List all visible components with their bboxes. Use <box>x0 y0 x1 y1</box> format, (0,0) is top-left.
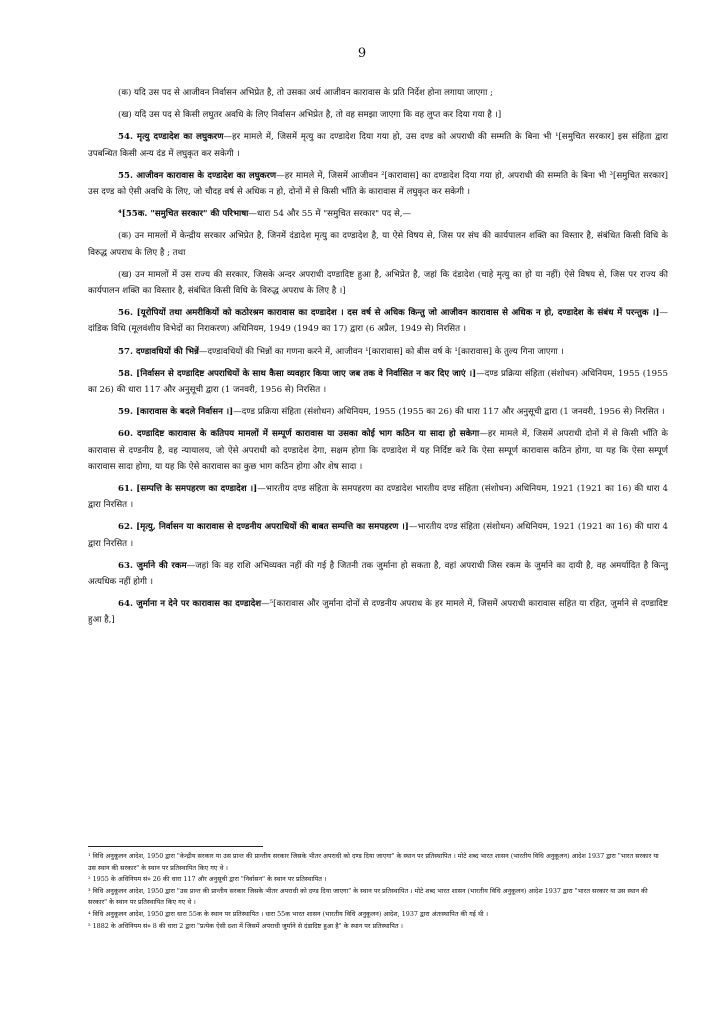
paragraph-text: —दांडिक विधि (मूलवंशीय विभेदों का निराकरण) अधिनियम, 1949 (1949 का 17) द्वारा (6 अप्रैल, 1949 से) निरसित । <box>88 308 668 335</box>
section-55a <box>88 206 668 222</box>
section-heading: 60. दण्डादिष्ट कारावास के कतिपय मामलों में सम्पूर्ण कारावास या उसका कोई भाग कठिन या सादा हो सकेगा <box>118 429 480 440</box>
footnote-5: ⁵ 1882 के अधिनियम सं० 8 की धारा 2 द्वारा "प्रत्येक ऐसी दशा में जिसमें अपराधी जुर्माने से दंडादिष्ट हुआ है" के स्थान पर प्रतिस्थापित । <box>88 921 403 930</box>
section-56 <box>88 305 668 337</box>
section-heading: 57. दण्डावधियों की भिन्नें <box>118 346 199 357</box>
clause-kha <box>88 107 668 123</box>
section-63 <box>88 558 668 590</box>
paragraph-text: —जहां कि वह राशि अभिव्यक्त नहीं की गई है जितनी तक जुर्माना हो सकता है, वहां अपराधी जिस रकम के जुर्माने का दायी है, वह अमर्यादित है किन्तु अत्यधिक नहीं होगी । <box>88 560 668 588</box>
section-57 <box>88 344 668 360</box>
section-heading: 62. [मृत्यु, निर्वासन या कारावास से दण्डनीय अपराधियों की बाबत सम्पत्ति का समपहरण ।] <box>118 522 409 533</box>
page-number: 9 <box>357 46 367 61</box>
section-64 <box>88 596 668 628</box>
document-body <box>88 85 668 635</box>
footnote-2: ² 1955 के अधिनियम सं० 26 की धारा 117 और अनुसूची द्वारा "निर्वासन" के स्थान पर प्रतिस्थापित । <box>88 875 327 884</box>
section-heading: 63. जुर्माने की रकम <box>118 560 187 571</box>
paragraph-text: —हर मामले में, जिसमें आजीवन ²[कारावास] का दण्डादेश दिया गया हो, अपराधी की सम्मति के बिना भी ³[समुचित सरकार] उस दण्ड को ऐसी अवधि के लिए, जो चौदह वर्ष से अधिक न हो, दोनों में से किसी भाँति के कारावास में लघुकृत कर सकेगी । <box>88 170 668 198</box>
section-59 <box>88 404 668 420</box>
section-54 <box>88 129 668 161</box>
section-60 <box>88 426 668 475</box>
clause-55a-kha <box>88 267 668 299</box>
paragraph-text: (ख) उन मामलों में उस राज्य की सरकार, जिसके अन्दर अपराधी दण्डादिष्ट हुआ है, अभिप्रेत है, जहां कि दंडादेश (चाहे मृत्यु का हो या नहीं) ऐसे विषय से, जिस पर राज्य की कार्यपालन शक्ति का विस्तार है, संबंधित किसी विधि के विरुद्ध अपराध के लिए है ।] <box>88 269 668 297</box>
paragraph-text: —भारतीय दण्ड संहिता (संशोधन) अधिनियम, 1921 (1921 का 16) की धारा 4 द्वारा निरसित । <box>88 522 668 549</box>
footnote-1: ¹ विधि अनुकूलन आदेश, 1950 द्वारा "केन्द्रीय सरकार या उस प्रान्त की प्रान्तीय सरकार जिसके भीतर अपराधी को दण्ड दिया जाएगा" के स्थान पर प्रतिस्थापित । मोटे शब्द भारत शासन (भारतीय विधि अनुकूलन) आदेश 1937 द्वारा "भारत सरकार या उस स्थान की सरकार" के स्थान पर प्रतिस्थापित किए गए थे । <box>88 852 659 872</box>
section-heading: 54. मृत्यु दण्डादेश का लघुकरण <box>118 132 224 143</box>
clause-ka <box>88 85 668 101</box>
paragraph-text: —हर मामले में, जिसमें मृत्यु का दण्डादेश दिया गया हो, उस दण्ड को अपराधी की सम्मति के बिना भी ¹[समुचित सरकार] इस संहिता द्वारा उपबन्धित किसी अन्य दंड में लघुकृत कर सकेगी । <box>88 132 668 159</box>
paragraph-text: —दण्ड प्रक्रिया संहिता (संशोधन) अधिनियम, 1955 (1955 का 26) की धारा 117 और अनुसूची द्वारा (1 जनवरी, 1956 से) निरसित । <box>233 407 665 418</box>
section-heading: 56. [यूरोपियों तथा अमरीकियों को कठोरश्रम कारावास का दण्डादेश । दस वर्ष से अधिक किन्तु जो आजीवन कारावास से अधिक न हो, दण्डादेश के संबंध में परन्तुक ।] <box>118 308 660 319</box>
paragraph-text: —दण्ड प्रक्रिया संहिता (संशोधन) अधिनियम, 1955 (1955 का 26) की धारा 117 और अनुसूची द्वारा (1 जनवरी, 1956 से) निरसित । <box>88 368 668 396</box>
clause-55a-ka <box>88 228 668 260</box>
paragraph-text: —धारा 54 और 55 में "समुचित सरकार" पद से,— <box>248 209 412 220</box>
section-62 <box>88 519 668 551</box>
section-heading: 64. जुर्माना न देने पर कारावास का दण्डादेश <box>118 599 262 610</box>
footnote-3: ³ विधि अनुकूलन आदेश, 1950 द्वारा "उस प्रान्त की प्रान्तीय सरकार जिसके भीतर अपराधी को दण्ड दिया जाएगा" के स्थान पर प्रतिस्थापित । मोटे शब्द भारत शासन (भारतीय विधि अनुकूलन) आदेश 1937 द्वारा "भारत सरकार या उस स्थान की सरकार" के स्थान पर प्रतिस्थापित किए गए थे । <box>88 886 648 907</box>
section-heading: 55. आजीवन कारावास के दण्डादेश का लघुकरण <box>118 170 277 181</box>
section-58 <box>88 366 668 398</box>
section-55 <box>88 168 668 200</box>
paragraph-text: —⁵[कारावास और जुर्माना दोनों से दण्डनीय अपराध के हर मामले में, जिसमें अपराधी कारावास सहित या रहित, जुर्माने से दण्डादिष्ट हुआ है,] <box>88 599 668 626</box>
section-heading: 61. [सम्पत्ति के समपहरण का दण्डादेश ।] <box>118 484 258 495</box>
paragraph-text: —दण्डावधियों की भिन्नों का गणना करने में, आजीवन ¹[कारावास] को बीस वर्ष के ¹[कारावास] के तुल्य गिना जाएगा । <box>198 346 564 357</box>
section-heading: ⁴[55क. "समुचित सरकार" की परिभाषा <box>118 209 249 220</box>
footnote-divider <box>88 846 263 847</box>
paragraph-text: (क) उन मामलों में केन्द्रीय सरकार अभिप्रेत है, जिनमें दंडादेश मृत्यु का दण्डादेश है, या ऐसे विषय से, जिस पर संघ की कार्यपालन शक्ति का विस्तार है, संबंधित किसी विधि के विरुद्ध अपराध के लिए है ; तथा <box>88 231 668 258</box>
paragraph-text: —हर मामले में, जिसमें अपराधी दोनों में से किसी भाँति के कारावास से दण्डनीय है, वह न्यायालय, जो ऐसे अपराधी को दण्डादेश देगा, सक्षम होगा कि दण्डादेश में यह निर्दिष्ट करे कि ऐसा सम्पूर्ण कारावास कठिन होगा, या यह कि ऐसा सम्पूर्ण कारावास सादा होगा, या यह कि ऐसे कारावास का कुछ भाग कठिन होगा और शेष सादा । <box>88 429 668 472</box>
footnote-4: ⁴ विधि अनुकूलन आदेश, 1950 द्वारा धारा 55क के स्थान पर प्रतिस्थापित । धारा 55क भारत शासन (भारतीय विधि अनुकूलन) आदेश, 1937 द्वारा अंतःस्थापित की गई थी । <box>88 909 489 918</box>
section-heading: 58. [निर्वासन से दण्डादिष्ट अपराधियों के साथ कैसा व्यवहार किया जाए जब तक वे निर्वासित न कर दिए जाएं ।] <box>118 368 477 379</box>
paragraph-text: (ख) यदि उस पद से किसी लघुतर अवधि के लिए निर्वासन अभिप्रेत है, तो वह समझा जाएगा कि वह लुप्त कर दिया गया है ।] <box>118 110 502 121</box>
footnotes <box>88 851 668 932</box>
paragraph-text: —भारतीय दण्ड संहिता के समपहरण का दण्डादेश भारतीय दण्ड संहिता (संशोधन) अधिनियम, 1921 (1921 का 16) की धारा 4 द्वारा निरसित । <box>88 484 668 511</box>
section-61 <box>88 481 668 513</box>
paragraph-text: (क) यदि उस पद से आजीवन निर्वासन अभिप्रेत है, तो उसका अर्थ आजीवन कारावास के प्रति निर्देश होना लगाया जाएगा ; <box>118 88 493 98</box>
section-heading: 59. [कारावास के बदले निर्वासन ।] <box>118 407 234 418</box>
